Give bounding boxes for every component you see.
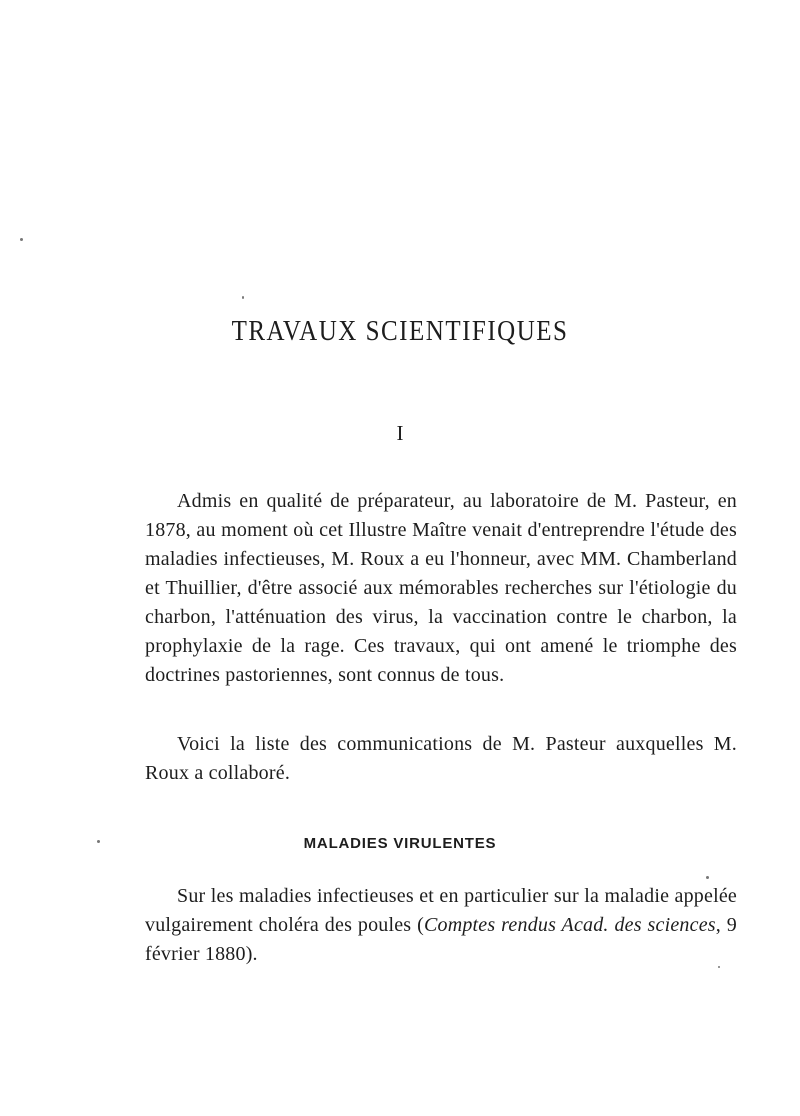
entry-text [145,882,737,969]
scan-speck [20,238,23,241]
intro-paragraph [145,487,737,690]
entry-source: Comptes rendus Acad. des sciences [423,914,716,936]
section-number: I [396,421,404,445]
list-intro-paragraph [145,730,737,788]
bibliography-entry [145,882,737,969]
section-heading: MALADIES VIRULENTES [303,835,497,852]
scan-speck [706,876,709,879]
scan-speck [242,296,244,299]
entry-text-before: Sur les maladies infectieuses et en particulier sur la maladie appelée vulgairement choléra des poules ( [145,885,737,936]
scan-speck [718,966,720,968]
paragraph-text: Voici la liste des communications de M. Pasteur auxquelles M. Roux a collaboré. [145,733,737,784]
paragraph-text: Admis en qualité de préparateur, au laboratoire de M. Pasteur, en 1878, au moment où cet Illustre Maître venait d'entreprendre l'étude des maladies infectieuses, M. Roux a eu l'honneur, avec MM. Chamberland et Thuillier, d'être associé aux mémorables recherches sur l'étiologie du charbon, l'atténuation des virus, la vaccination contre le charbon, la prophylaxie de la rage. Ces travaux, qui ont amené le triomphe des doctrines pastoriennes, sont connus de tous. [145,490,737,686]
entry-text-after: , 9 février 1880). [145,914,737,965]
scan-speck [97,840,100,843]
page-title: TRAVAUX SCIENTIFIQUES [231,316,569,347]
